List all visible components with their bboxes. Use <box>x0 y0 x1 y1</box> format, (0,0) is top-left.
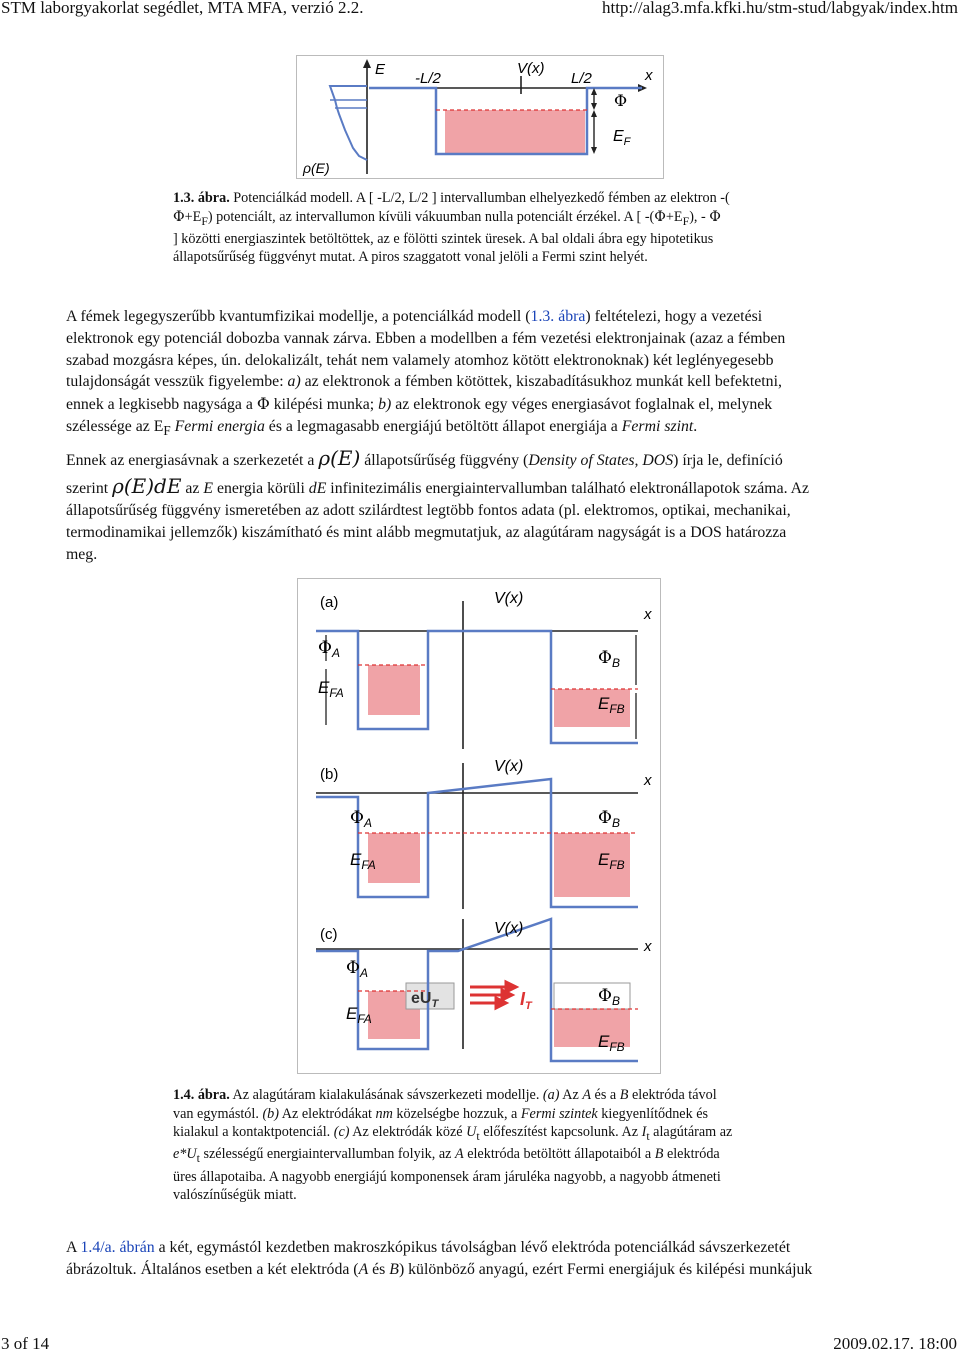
svg-text:ΦA: $\Phi_A$ <box>350 808 372 830</box>
energy-axis-label: E <box>375 61 386 78</box>
svg-text:EFA: $E_{FA}$ <box>350 850 376 872</box>
figure-1-4-caption: 1.4. ábra. Az alagútáram kialakulásának sávszerkezeti modellje. (a) Az A és a B elektróda távol van egymástól. (b) Az elektródákat nm közelségbe hozzuk, a Fermi szintek kiegyenlítődnek és kialakul a kontaktpotenciál. (c) Az elektródák közé $U_t$ előfeszítést kapcsolunk. Az $I_t$ alagútáram az $e*U_t$ szélességű energiaintervallumban folyik, az A elektróda betöltött állapotaiból a B elektróda üres állapotaiba. A nagyobb energiájú komponensek áram járuléka nagyobb, a nagyobb átmeneti valószínűségük miatt. <box>173 1087 733 1204</box>
svg-text:EFB: $E_{FB}$ <box>598 694 625 716</box>
dos-formula: ρ(E) <box>318 446 361 470</box>
print-timestamp: 2009.02.17. 18:00 <box>833 1334 957 1353</box>
half-L-label: L/2 <box>571 70 592 87</box>
paragraph-density-of-states: Ennek az energiasávnak a szerkezetét a ρ(E) állapotsűrűség függvény (Density of States, DOS) írja le, definíció szerint ρ(E)dE az E energia körüli dE infinitezimális energiaintervallumban található elektronállapotok száma. Az állapotsűrűség függvény ismeretében az adott szilárdtest legtöbb fontos adata (pl. elektromos, optikai, mechanikai, termodinamikai jellemzők) kiszámítható és mint alább megmutatjuk, az alagútáram nagyságát is a DOS határozza meg. <box>66 446 810 563</box>
page-header-url: http://alag3.mfa.kfki.hu/stm-stud/labgyak/index.htm <box>601 0 958 17</box>
svg-text:V(x): V(x) <box>494 758 524 775</box>
svg-text:ΦB: $\Phi_B$ <box>598 808 620 830</box>
figure-1-3 <box>296 55 664 179</box>
svg-text:EFB: $E_{FB}$ <box>598 1032 625 1054</box>
svg-text:x: x <box>644 772 652 789</box>
dos-label: ρ(E) <box>303 160 330 176</box>
tunneling-band-diagram <box>298 579 660 1073</box>
potential-well-diagram <box>297 56 663 178</box>
fermi-energy-label: $E_F$ <box>613 128 631 148</box>
svg-text:ΦA: $\Phi_A$ <box>318 638 340 660</box>
panel-a <box>316 590 652 749</box>
svg-text:EFA: $E_{FA}$ <box>346 1004 372 1026</box>
svg-text:eUT: $eU_T$ <box>411 990 439 1010</box>
paragraph-electrodes: A 1.4/a. ábrán a két, egymástól kezdetben makroszkópikus távolságban lévő elektróda potenciálkád sávszerkezetét ábrázoltuk. Általános esetben a két elektróda (A és B) különböző anyagú, ezért Fermi energiájuk és kilépési munkájuk <box>66 1239 813 1278</box>
link-figure-1-4a[interactable]: 1.4/a. ábrán <box>80 1239 155 1256</box>
x-axis-label: x <box>645 67 653 84</box>
panel-b <box>316 758 652 909</box>
svg-text:IT: $I_T$ <box>520 989 532 1012</box>
link-figure-1-3[interactable]: 1.3. ábra <box>530 308 586 325</box>
figure-1-3-caption: 1.3. ábra. Potenciálkád modell. A [ -L/2, L/2 ] intervallumban elhelyezkedő fémben az elektron -( $\Phi+E_F$) potenciált, az intervallumon kívüli vákuumban nulla potenciált érzékel. A [ $-(\Phi+E_F)$, - Φ ] közötti energiaszintek betöltöttek, az e fölötti szintek üresek. A bal oldali ábra egy hipotetikus állapotsűrűség függvényt mutat. A piros szaggatott vonal jelöli a Fermi szint helyét. <box>173 190 730 266</box>
page-header-title: STM laborgyakorlat segédlet, MTA MFA, verzió 2.2. <box>1 0 364 17</box>
svg-text:ΦB: $\Phi_B$ <box>598 986 620 1008</box>
minus-half-L-label: -L/2 <box>415 70 441 87</box>
svg-text:V(x): V(x) <box>494 590 524 607</box>
work-function-label: Φ <box>614 91 628 110</box>
svg-text:(a): (a) <box>320 594 339 611</box>
svg-text:EFB: $E_{FB}$ <box>598 850 625 872</box>
svg-text:V(x): V(x) <box>494 920 524 937</box>
svg-text:x: x <box>644 606 652 623</box>
potential-label: V(x) <box>517 60 545 77</box>
page-counter: 3 of 14 <box>1 1334 50 1353</box>
panel-c <box>316 919 652 1061</box>
figure-1-4 <box>297 578 661 1074</box>
svg-text:x: x <box>644 938 652 955</box>
svg-text:EFA: $E_{FA}$ <box>318 678 344 700</box>
filled-states-region <box>445 110 585 154</box>
svg-text:(c): (c) <box>320 926 338 943</box>
svg-text:ΦB: $\Phi_B$ <box>598 648 620 670</box>
dos-differential-formula: ρ(E)dE <box>112 473 182 498</box>
svg-text:ΦA: $\Phi_A$ <box>346 958 368 980</box>
svg-text:(b): (b) <box>320 766 339 783</box>
paragraph-potential-well-model: A fémek legegyszerűbb kvantumfizikai modellje, a potenciálkád modell (1.3. ábra) feltételezi, hogy a vezetési elektronok egy potenciál dobozba vannak zárva. Ebben a modellben a fém vezetési elektronjainak (azaz a fémben szabad mozgásra képes, ún. delokalizált, tehát nem valamely atomhoz kötött elektronoknak) két leglényegesebb tulajdonságát vesszük figyelembe: a) az elektronok a fémben kötöttek, kiszabadításukhoz munkát kell befektetni, ennek a legkisebb nagysága a Φ kilépési munka; b) az elektronok egy véges energiasávot foglalnak el, melynek szélessége az $E_F$ Fermi energia és a legmagasabb energiájú betöltött állapot energiája a Fermi szint. <box>66 308 786 439</box>
